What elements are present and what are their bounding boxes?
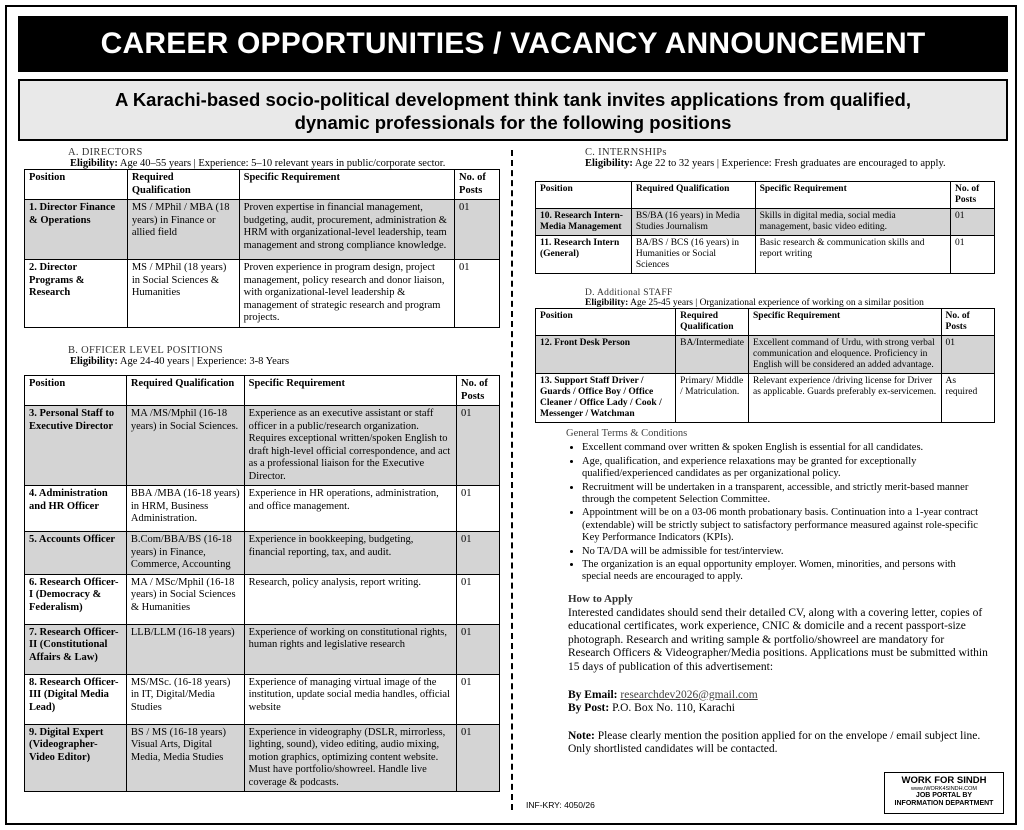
qualification-cell: MA /MS/Mphil (16-18 years) in Social Sciences.: [126, 406, 244, 486]
table-row: [25, 406, 500, 486]
posts-cell: As required: [941, 374, 994, 423]
email-link[interactable]: researchdev2026@gmail.com: [620, 688, 758, 701]
qualification-cell: MS / MPhil / MBA (18 years) in Finance or allied field: [127, 200, 239, 260]
col-requirement: Specific Requirement: [755, 182, 950, 209]
table-header-row: [536, 182, 995, 209]
posts-cell: 01: [457, 574, 500, 624]
position-cell: 11. Research Intern (General): [536, 236, 632, 274]
directors-section: [24, 147, 500, 328]
posts-cell: 01: [457, 406, 500, 486]
list-item: • Age, qualification, and experience relaxations may be granted for exceptionally qualified/experienced candidates as per organizational policy.: [582, 456, 986, 481]
col-position: Position: [536, 309, 676, 336]
staff-table: [535, 308, 995, 423]
apply-title: How to Apply: [568, 593, 633, 605]
table-header-row: [536, 309, 995, 336]
eligibility-line: Eligibility: Age 25-45 years | Organizational experience of working on a similar position: [585, 298, 924, 308]
col-posts: No. of Posts: [455, 170, 500, 200]
section-title: D. Additional STAFF: [585, 288, 673, 298]
position-cell: 3. Personal Staff to Executive Director: [25, 406, 127, 486]
requirement-cell: Proven expertise in financial management, budgeting, audit, procurement, administration & HRM with organizational-level leadership, team management and strong compliance knowledge.: [239, 200, 454, 260]
qualification-cell: BS/BA (16 years) in Media Studies Journalism: [631, 209, 755, 236]
terms-list: [566, 442, 986, 583]
table-row: [536, 336, 995, 374]
officers-section: [24, 345, 500, 792]
position-cell: 13. Support Staff Driver / Guards / Office Boy / Office Cleaner / Office Lady / Cook / Messenger / Watchman: [536, 374, 676, 423]
section-title: C. INTERNSHIPs: [585, 147, 667, 158]
col-posts: No. of Posts: [951, 182, 995, 209]
list-item: • Excellent command over written & spoken English is essential for all candidates.: [582, 442, 986, 454]
qualification-cell: MS / MPhil (18 years) in Social Sciences & Humanities: [127, 260, 239, 328]
intro-line-2: dynamic professionals for the following positions: [294, 112, 732, 133]
table-row: [25, 532, 500, 575]
position-cell: 7. Research Officer-II (Constitutional Affairs & Law): [25, 624, 127, 674]
posts-cell: 01: [951, 236, 995, 274]
position-cell: 10. Research Intern-Media Management: [536, 209, 632, 236]
posts-cell: 01: [457, 624, 500, 674]
qualification-cell: Primary/ Middle / Matriculation.: [676, 374, 749, 423]
requirement-cell: Proven experience in program design, project management, policy research and donor liaison, with organizational-level leadership & management of strategic research and program projects.: [239, 260, 454, 328]
terms-section: [566, 428, 986, 585]
directors-table: [24, 169, 500, 328]
internships-table: [535, 181, 995, 274]
eligibility-line: Eligibility: Age 22 to 32 years | Experience: Fresh graduates are encouraged to apply.: [585, 158, 946, 169]
apply-section: [568, 593, 988, 757]
intro-line-1: A Karachi-based socio-political development think tank invites applications from qualified,: [115, 89, 911, 110]
qualification-cell: LLB/LLM (16-18 years): [126, 624, 244, 674]
posts-cell: 01: [457, 532, 500, 575]
logo-url: www.iWORK4SINDH.COM: [910, 786, 977, 792]
email-line: By Email: researchdev2026@gmail.com: [568, 688, 758, 701]
position-cell: 1. Director Finance & Operations: [25, 200, 128, 260]
table-row: [25, 200, 500, 260]
qualification-cell: B.Com/BBA/BS (16-18 years) in Finance, Commerce, Accounting: [126, 532, 244, 575]
position-cell: 9. Digital Expert (Videographer-Video Editor): [25, 724, 127, 792]
qualification-cell: BBA /MBA (16-18 years) in HRM, Business Administration.: [126, 486, 244, 532]
col-qualification: Required Qualification: [126, 376, 244, 406]
intro-banner: [18, 79, 1008, 141]
officers-table: [24, 375, 500, 792]
position-cell: 6. Research Officer-I (Democracy & Federalism): [25, 574, 127, 624]
col-requirement: Specific Requirement: [239, 170, 454, 200]
col-position: Position: [25, 376, 127, 406]
requirement-cell: Basic research & communication skills and report writing: [755, 236, 950, 274]
requirement-cell: Skills in digital media, social media management, basic video editing.: [755, 209, 950, 236]
requirement-cell: Experience in videography (DSLR, mirrorless, lighting, sound), video editing, audio mixing, motion graphics, optimizing content website. Must have portfolio/showreel. Handle live coverage & podcasts.: [244, 724, 456, 792]
staff-section: [535, 288, 995, 423]
position-cell: 2. Director Programs & Research: [25, 260, 128, 328]
qualification-cell: BA/BS / BCS (16 years) in Humanities or Social Sciences: [631, 236, 755, 274]
col-qualification: Required Qualification: [631, 182, 755, 209]
posts-cell: 01: [457, 674, 500, 724]
work-for-sindh-logo: [884, 772, 1004, 814]
reference-number: INF-KRY: 4050/26: [526, 800, 595, 810]
terms-title: General Terms & Conditions: [566, 428, 688, 439]
apply-body: Interested candidates should send their detailed CV, along with a covering letter, copies of educational certificates, work experience, CNIC & domicile and a recent passport-size photograph. Research and writing sample & portfolio/showreel are mandatory for Research Officers & Videographer/Media positions. Applications must be submitted within 15 days of publication of this advertisement:: [568, 606, 988, 673]
posts-cell: 01: [457, 486, 500, 532]
page-title: CAREER OPPORTUNITIES / VACANCY ANNOUNCEMENT: [18, 16, 1008, 72]
post-line: By Post: P.O. Box No. 110, Karachi: [568, 702, 735, 715]
column-divider: [511, 150, 513, 810]
list-item: • The organization is an equal opportunity employer. Women, minorities, and persons with special needs are encouraged to apply.: [582, 559, 986, 584]
position-cell: 5. Accounts Officer: [25, 532, 127, 575]
posts-cell: 01: [941, 336, 994, 374]
list-item: • Appointment will be on a 03-06 month probationary basis. Continuation into a 1-year contract (extendable) will be strictly subject to satisfactory performance measured against role-specific Key Performance Indicators (KPIs).: [582, 507, 986, 544]
logo-caption-2: INFORMATION DEPARTMENT: [894, 800, 994, 807]
col-posts: No. of Posts: [457, 376, 500, 406]
posts-cell: 01: [455, 200, 500, 260]
table-row: [25, 724, 500, 792]
posts-cell: 01: [457, 724, 500, 792]
requirement-cell: Experience in bookkeeping, budgeting, financial reporting, tax, and audit.: [244, 532, 456, 575]
qualification-cell: MS/MSc. (16-18 years) in IT, Digital/Media Studies: [126, 674, 244, 724]
table-row: [536, 236, 995, 274]
qualification-cell: BS / MS (16-18 years) Visual Arts, Digital Media, Media Studies: [126, 724, 244, 792]
requirement-cell: Experience of managing virtual image of the institution, update social media handles, official website: [244, 674, 456, 724]
section-title: A. DIRECTORS: [68, 147, 143, 158]
eligibility-line: Eligibility: Age 24-40 years | Experience: 3-8 Years: [70, 356, 290, 367]
table-row: [25, 574, 500, 624]
table-row: [25, 624, 500, 674]
list-item: • No TA/DA will be admissible for test/interview.: [582, 546, 986, 558]
logo-caption-1: JOB PORTAL BY: [915, 792, 973, 799]
requirement-cell: Experience of working on constitutional rights, human rights and legislative research: [244, 624, 456, 674]
col-qualification: Required Qualification: [127, 170, 239, 200]
table-row: [25, 674, 500, 724]
posts-cell: 01: [951, 209, 995, 236]
internships-section: [535, 147, 995, 274]
qualification-cell: BA/Intermediate: [676, 336, 749, 374]
requirement-cell: Research, policy analysis, report writing.: [244, 574, 456, 624]
requirement-cell: Experience as an executive assistant or staff officer in a public/research organization. Requires exceptional written/spoken English to draft high-level official correspondence, and act as a professional liaison for the Executive Director.: [244, 406, 456, 486]
qualification-cell: MA / MSc/Mphil (16-18 years) in Social Sciences & Humanities: [126, 574, 244, 624]
col-posts: No. of Posts: [941, 309, 994, 336]
table-row: [536, 374, 995, 423]
col-position: Position: [25, 170, 128, 200]
col-qualification: Required Qualification: [676, 309, 749, 336]
posts-cell: 01: [455, 260, 500, 328]
position-cell: 8. Research Officer-III (Digital Media Lead): [25, 674, 127, 724]
table-row: [25, 260, 500, 328]
col-requirement: Specific Requirement: [244, 376, 456, 406]
table-header-row: [25, 376, 500, 406]
note-line: Note: Please clearly mention the position applied for on the envelope / email subject line. Only shortlisted candidates will be contacted.: [568, 729, 981, 756]
requirement-cell: Excellent command of Urdu, with strong verbal communication and eloquence. Proficiency in English will be considered an added advantage.: [749, 336, 942, 374]
list-item: • Recruitment will be undertaken in a transparent, accessible, and strictly merit-based manner through the competent Selection Committee.: [582, 482, 986, 507]
table-row: [25, 486, 500, 532]
section-title: B. OFFICER LEVEL POSITIONS: [68, 345, 224, 356]
col-requirement: Specific Requirement: [749, 309, 942, 336]
col-position: Position: [536, 182, 632, 209]
table-header-row: [25, 170, 500, 200]
position-cell: 4. Administration and HR Officer: [25, 486, 127, 532]
eligibility-line: Eligibility: Age 40–55 years | Experience: 5–10 relevant years in public/corporate sector.: [70, 158, 446, 169]
table-row: [536, 209, 995, 236]
requirement-cell: Experience in HR operations, administration, and office management.: [244, 486, 456, 532]
requirement-cell: Relevant experience /driving license for Driver as applicable. Guards preferably ex-servicemen.: [749, 374, 942, 423]
position-cell: 12. Front Desk Person: [536, 336, 676, 374]
logo-title: WORK FOR SINDH: [901, 775, 987, 786]
